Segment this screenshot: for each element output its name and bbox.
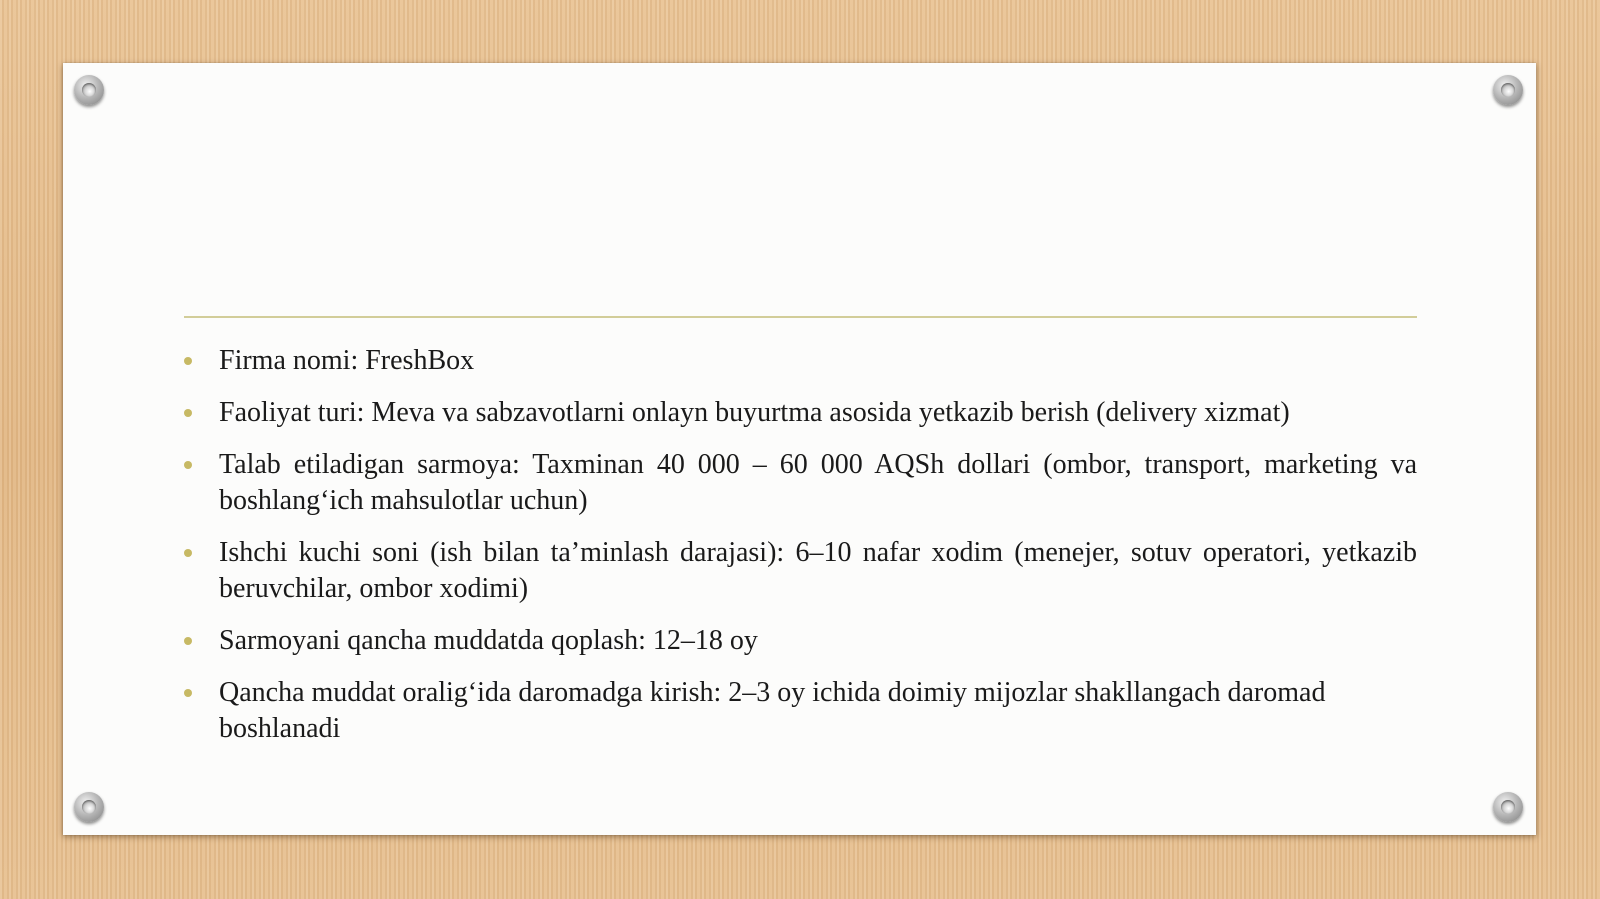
screw-icon — [1493, 75, 1523, 105]
screw-icon — [1493, 792, 1523, 822]
bullet-text: Qancha muddat oralig‘ida daromadga kirish: 2–3 oy ichida doimiy mijozlar shakllangach daromad boshlanadi — [219, 677, 1326, 744]
screw-icon — [74, 75, 104, 105]
bullet-icon — [184, 409, 192, 417]
bullet-icon — [184, 461, 192, 469]
bullet-icon — [184, 637, 192, 645]
list-item — [184, 447, 1417, 519]
list-item — [184, 535, 1417, 607]
bullet-text: Talab etiladigan sarmoya: Taxminan 40 000 – 60 000 AQSh dollari (ombor, transport, marketing va boshlang‘ich mahsulotlar uchun) — [219, 449, 1417, 516]
list-item — [184, 675, 1417, 747]
list-item — [184, 343, 1417, 379]
bullet-text: Faoliyat turi: Meva va sabzavotlarni onlayn buyurtma asosida yetkazib berish (delivery xizmat) — [219, 397, 1290, 428]
bullet-list — [184, 343, 1417, 763]
bullet-text: Firma nomi: FreshBox — [219, 345, 475, 376]
list-item — [184, 623, 1417, 659]
bullet-icon — [184, 357, 192, 365]
bullet-icon — [184, 549, 192, 557]
title-divider — [184, 316, 1417, 318]
bullet-text: Ishchi kuchi soni (ish bilan ta’minlash darajasi): 6–10 nafar xodim (menejer, sotuv operatori, yetkazib beruvchilar, ombor xodimi) — [219, 537, 1417, 604]
bullet-text: Sarmoyani qancha muddatda qoplash: 12–18 oy — [219, 625, 758, 656]
screw-icon — [74, 792, 104, 822]
bullet-icon — [184, 689, 192, 697]
list-item — [184, 395, 1417, 431]
